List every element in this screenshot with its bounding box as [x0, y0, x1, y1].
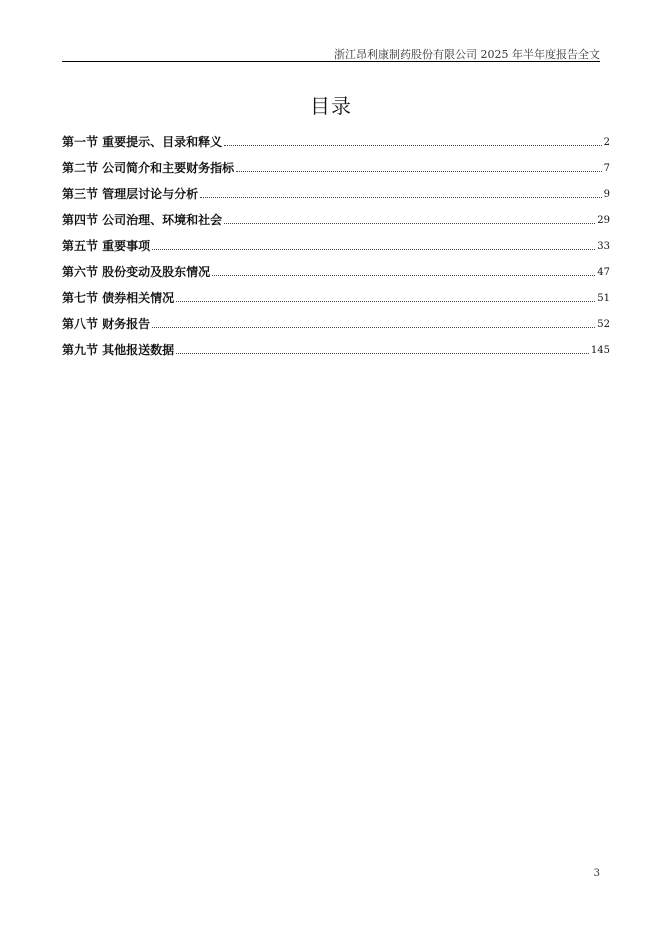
toc-entry-label: 第四节 公司治理、环境和社会: [62, 213, 223, 227]
toc-entry[interactable]: [62, 306, 610, 332]
toc-entry[interactable]: [62, 280, 610, 306]
toc-entry[interactable]: [62, 124, 610, 150]
toc-entry[interactable]: [62, 228, 610, 254]
toc-entry-label: 第一节 重要提示、目录和释义: [62, 135, 223, 149]
table-of-contents: [62, 124, 610, 358]
toc-dot-leader: [200, 197, 601, 198]
toc-dot-leader: [236, 171, 601, 172]
toc-entry-label: 第二节 公司简介和主要财务指标: [62, 161, 235, 175]
toc-entry-page: 9: [603, 189, 610, 200]
toc-dot-leader: [152, 327, 595, 328]
toc-entry-label: 第七节 债券相关情况: [62, 291, 175, 305]
toc-entry-label: 第六节 股份变动及股东情况: [62, 265, 211, 279]
toc-entry[interactable]: [62, 254, 610, 280]
toc-entry[interactable]: [62, 150, 610, 176]
toc-entry[interactable]: [62, 332, 610, 358]
toc-entry-page: 2: [603, 137, 610, 148]
toc-dot-leader: [224, 145, 601, 146]
toc-entry-label: 第三节 管理层讨论与分析: [62, 187, 199, 201]
page-number: 3: [593, 868, 600, 879]
toc-entry-page: 7: [603, 163, 610, 174]
toc-dot-leader: [212, 275, 595, 276]
toc-entry-label: 第八节 财务报告: [62, 317, 151, 331]
toc-entry[interactable]: [62, 176, 610, 202]
toc-entry-page: 145: [590, 345, 610, 356]
page-title: 目录: [310, 94, 352, 118]
toc-entry-page: 29: [597, 215, 610, 226]
toc-entry-page: 52: [597, 319, 610, 330]
toc-entry-page: 51: [597, 293, 610, 304]
toc-entry-label: 第五节 重要事项: [62, 239, 151, 253]
toc-entry-label: 第九节 其他报送数据: [62, 343, 175, 357]
running-header: 浙江昂利康制药股份有限公司 2025 年半年度报告全文: [334, 48, 600, 61]
toc-dot-leader: [176, 353, 589, 354]
toc-dot-leader: [176, 301, 595, 302]
toc-entry-page: 33: [597, 241, 610, 252]
toc-entry-page: 47: [597, 267, 610, 278]
toc-dot-leader: [152, 249, 595, 250]
toc-dot-leader: [224, 223, 595, 224]
toc-entry[interactable]: [62, 202, 610, 228]
header-divider: [62, 61, 600, 62]
